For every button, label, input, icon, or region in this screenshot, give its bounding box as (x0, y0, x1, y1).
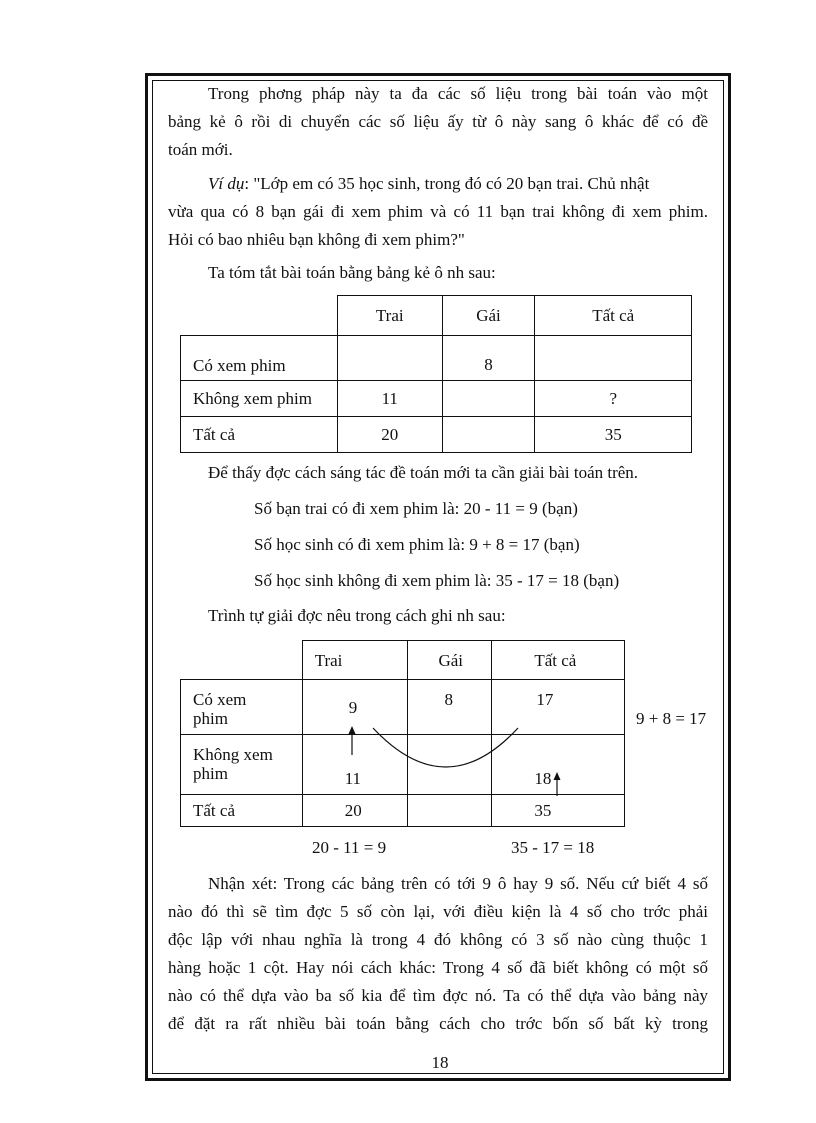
arrow-head-icon (554, 772, 561, 780)
order-intro: Trình tự giải đợc nêu trong cách ghi nh sau: (208, 606, 506, 625)
intro-line: toán mới. (168, 140, 233, 159)
side-note: 9 + 8 = 17 (636, 709, 707, 728)
step-line: Số học sinh có đi xem phim là: 9 + 8 = 17 (bạn) (254, 535, 580, 554)
table-cell: 8 (408, 680, 492, 735)
table-cell: 11 (338, 381, 443, 417)
remark-line: nào có thể dựa vào ba số kia để tìm đợc nó. Ta có thể dựa vào bảng này (168, 986, 708, 1005)
column-header: Gái (442, 296, 535, 336)
page-number: 18 (431, 1053, 449, 1072)
table-cell: 20 (338, 417, 443, 453)
table-cell: 35 (535, 417, 692, 453)
arrow-head-icon (349, 726, 356, 734)
column-header: Tất cả (492, 641, 625, 680)
table-cell: 17 (492, 680, 625, 735)
table-cell: 18 (492, 735, 625, 795)
table-cell: 11 (302, 735, 408, 795)
table-cell: 20 (302, 795, 408, 827)
column-header: Tất cả (535, 296, 692, 336)
example-text: : "Lớp em có 35 học sinh, trong đó có 20 bạn trai. Chủ nhật (244, 174, 650, 193)
row-label-line: Có xem (193, 690, 247, 709)
row-label-line: phim (193, 709, 228, 728)
link-curve (373, 728, 518, 767)
example-line: vừa qua có 8 bạn gái đi xem phim và có 11 bạn trai không đi xem phim. (168, 202, 708, 221)
step-line: Số học sinh không đi xem phim là: 35 - 17 = 18 (bạn) (254, 571, 620, 590)
example-label: Ví dụ (208, 174, 245, 193)
remark-line: nào đó thì sẽ tìm đợc 5 số còn lại, với điều kiện là 4 số cho trớc phải (168, 902, 708, 921)
remark-line: độc lập với nhau nghĩa là trong 4 đó không có 3 số nào cùng thuộc 1 (168, 930, 708, 949)
column-header: Trai (302, 641, 408, 680)
row-label: Tất cả (181, 417, 338, 453)
example-line: Hỏi có bao nhiêu bạn không đi xem phim?" (168, 230, 465, 249)
column-header: Trai (338, 296, 443, 336)
bottom-equation-left: 20 - 11 = 9 (312, 838, 387, 857)
solve-intro: Để thấy đợc cách sáng tác đề toán mới ta cần giải bài toán trên. (208, 463, 639, 482)
row-label-line: phim (193, 764, 228, 783)
column-header: Gái (408, 641, 492, 680)
intro-line: Trong phơng pháp này ta đa các số liệu trong bài toán vào một (208, 84, 708, 103)
summary-intro: Ta tóm tắt bài toán bằng bảng kẻ ô nh sau: (208, 263, 496, 282)
step-line: Số bạn trai có đi xem phim là: 20 - 11 = 9 (bạn) (254, 499, 578, 518)
row-label-line: Không xem (193, 745, 273, 764)
row-label: Tất cả (181, 795, 303, 827)
row-label: Không xem phim (181, 381, 338, 417)
row-label: Có xem phim (181, 336, 338, 381)
bottom-equation-right: 35 - 17 = 18 (511, 838, 595, 857)
table-cell: ? (535, 381, 692, 417)
table-cell: 9 (302, 680, 408, 735)
table-cell: 8 (442, 336, 535, 381)
remark-line: Nhận xét: Trong các bảng trên có tới 9 ô hay 9 số. Nếu cứ biết 4 số (208, 874, 708, 893)
remark-line: để đặt ra rất nhiều bài toán bằng cách cho trớc bốn số bất kỳ trong (168, 1014, 708, 1033)
table-cell: 35 (492, 795, 625, 827)
intro-line: bảng kẻ ô rồi di chuyển các số liệu ấy từ ô này sang ô khác để có đề (168, 112, 708, 131)
remark-line: hàng hoặc 1 cột. Hay nói cách khác: Trong 4 số đã biết không có một số (168, 958, 708, 977)
